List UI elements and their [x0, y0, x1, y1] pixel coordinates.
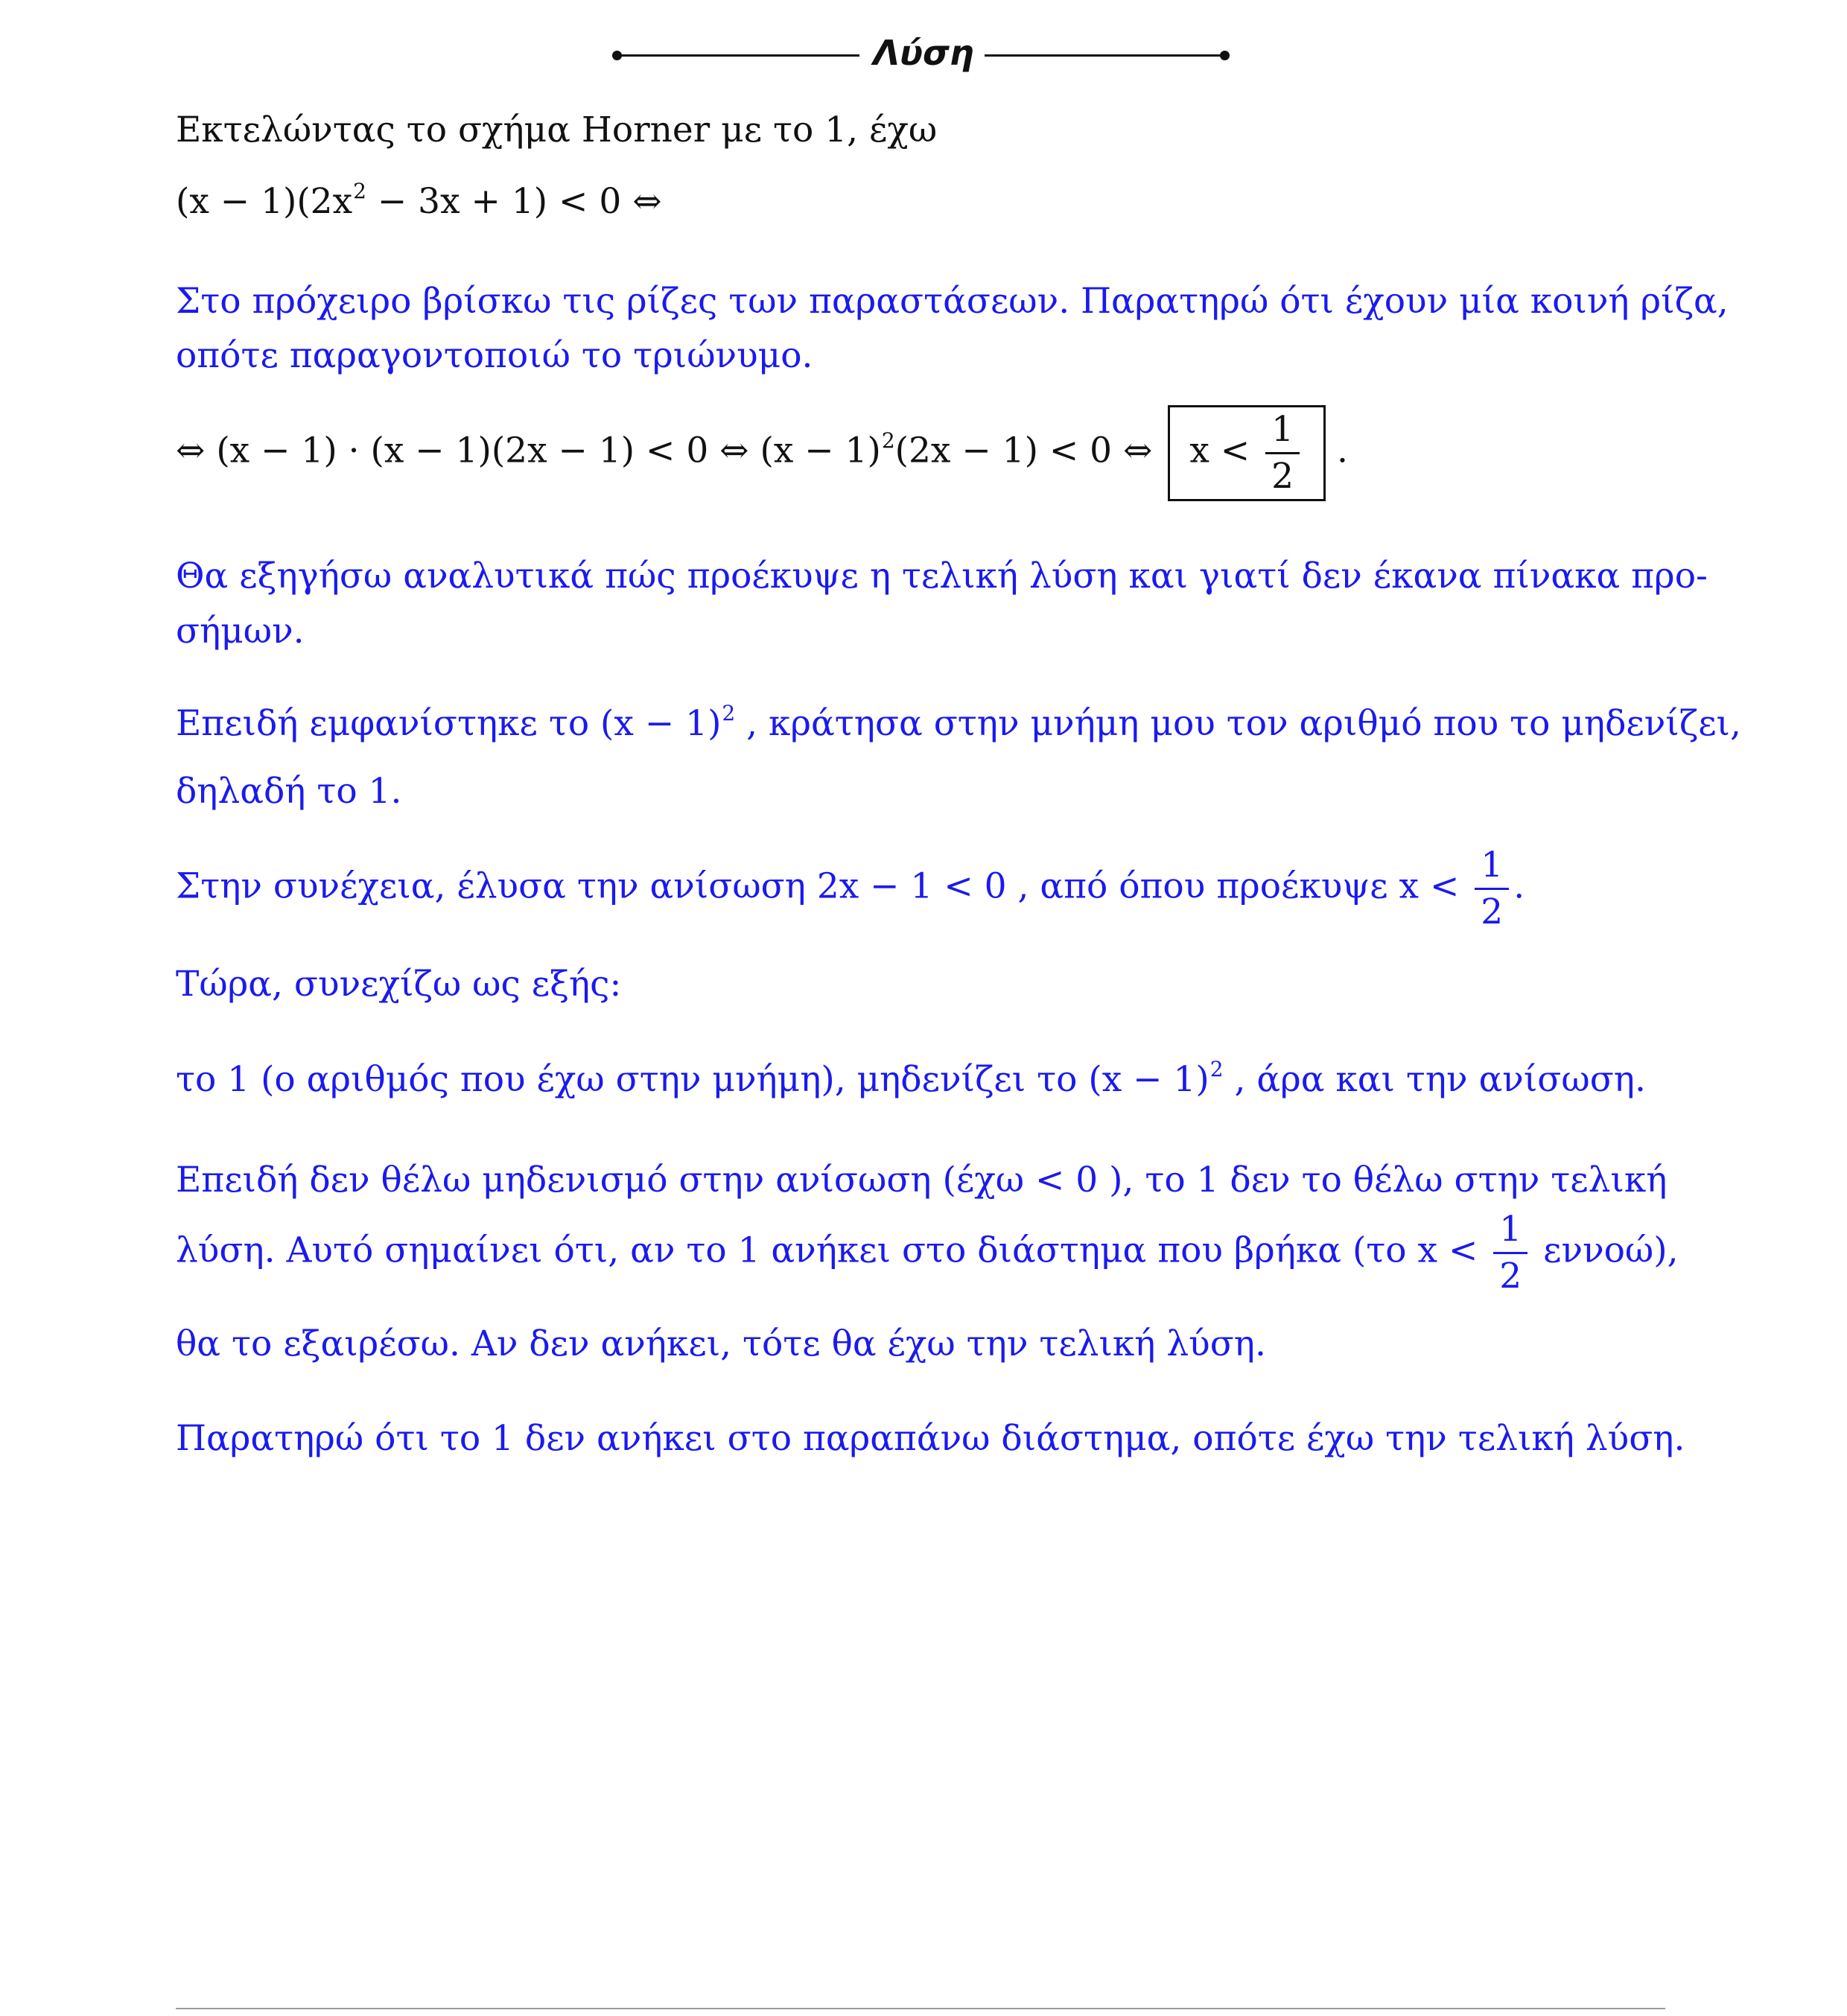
- factored-inequality: $(x - 1)(2x^2 - 3x + 1) < 0$ ⇔: [176, 179, 662, 222]
- note-exclude-line-2: λύση. Αυτό σημαίνει ότι, αν το 1 ανήκει στο διάστημα που βρήκα (το x < $\frac{1}{2}$ εννοώ),: [176, 1207, 1679, 1299]
- note-square-line-2: δηλαδή το 1.: [176, 771, 402, 812]
- exponent: 2: [353, 179, 366, 203]
- footer-divider: [176, 2008, 1665, 2009]
- final-answer-box: x < $\frac{1}{2}$: [1168, 405, 1326, 501]
- fraction-one-half: $\frac{1}{2}$: [1493, 1207, 1527, 1299]
- exponent: 2: [881, 427, 895, 453]
- solution-heading: [611, 26, 1236, 86]
- heading-rule-right: [985, 54, 1223, 57]
- note-explain-line-1: Θα εξηγήσω αναλυτικά πώς προέκυψε η τελική λύση και γιατί δεν έκανα πίνακα προ-: [176, 556, 1708, 597]
- note-square-line-1: Επειδή εμφανίστηκε το $(x - 1)^2$ , κράτησα στην μνήμη μου τον αριθμό που το μηδενίζει,: [176, 701, 1741, 744]
- note-roots-line-2: οπότε παραγοντοποιώ το τριώνυμο.: [176, 335, 813, 376]
- exponent: 2: [1209, 1057, 1224, 1081]
- note-continue-line: Τώρα, συνεχίζω ως εξής:: [176, 964, 622, 1005]
- heading-title: Λύση: [873, 33, 974, 73]
- heading-dot-right: [1220, 51, 1230, 60]
- note-memory-line: το 1 (ο αριθμός που έχω στην μνήμη), μηδενίζει το $(x - 1)^2$ , άρα και την ανίσωση.: [176, 1057, 1646, 1100]
- note-roots-line-1: Στο πρόχειρο βρίσκω τις ρίζες των παραστάσεων. Παρατηρώ ότι έχουν μία κοινή ρίζα,: [176, 281, 1729, 322]
- note-exclude-line-3: θα το εξαιρέσω. Αν δεν ανήκει, τότε θα έχω την τελική λύση.: [176, 1323, 1266, 1364]
- heading-rule-left: [620, 54, 859, 57]
- fraction-one-half: $\frac{1}{2}$: [1475, 843, 1509, 935]
- note-solve-line: Στην συνέχεια, έλυσα την ανίσωση 2x − 1 < 0 , από όπου προέκυψε x < $\frac{1}{2}$ .: [176, 843, 1525, 935]
- boxed-solution-line: ⇔ (x − 1) · (x − 1)(2x − 1) < 0 ⇔ $(x - 1)^2(2x - 1) < 0$ ⇔ x < $\frac{1}{2}$ .: [176, 405, 1348, 501]
- note-explain-line-2: σήμων.: [176, 611, 305, 652]
- note-exclude-line-1: Επειδή δεν θέλω μηδενισμό στην ανίσωση (έχω < 0 ), το 1 δεν το θέλω στην τελική: [176, 1160, 1668, 1201]
- note-conclusion-line: Παρατηρώ ότι το 1 δεν ανήκει στο παραπάνω διάστημα, οπότε έχω την τελική λύση.: [176, 1418, 1685, 1459]
- fraction-one-half: $\frac{1}{2}$: [1265, 407, 1300, 499]
- horner-line: Εκτελώντας το σχήμα Horner με το 1, έχω: [176, 109, 938, 150]
- exponent: 2: [722, 701, 736, 725]
